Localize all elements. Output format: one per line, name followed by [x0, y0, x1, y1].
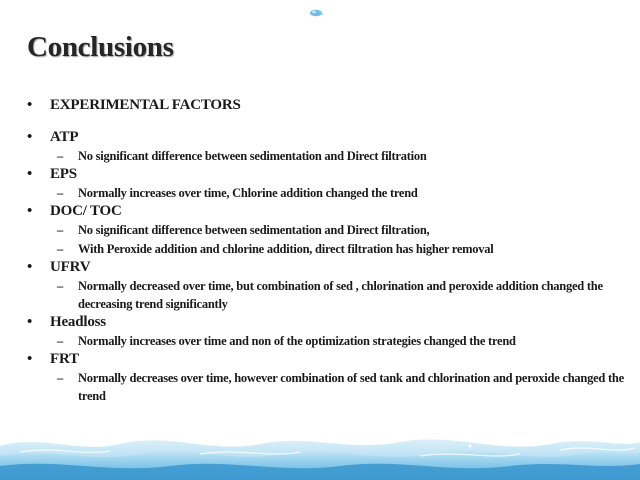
- bullet-marker: •: [27, 97, 33, 113]
- bullet-heading: DOC/ TOC: [50, 203, 122, 219]
- bullet-eps: [27, 165, 635, 183]
- slide-title: Conclusions: [27, 31, 174, 63]
- sub-item-text: With Peroxide addition and chlorine addition, direct filtration has higher removal: [78, 242, 494, 256]
- dash-marker: –: [57, 242, 63, 256]
- bullet-marker: •: [27, 129, 33, 145]
- bullet-heading: FRT: [50, 351, 79, 367]
- sub-item: [27, 147, 635, 165]
- bullet-list: [27, 96, 635, 405]
- dash-marker: –: [57, 371, 63, 385]
- sub-item-text: No significant difference between sedimentation and Direct filtration: [78, 149, 427, 163]
- sub-item: [27, 369, 635, 405]
- bullet-ufrv: [27, 258, 635, 276]
- bullet-marker: •: [27, 314, 33, 330]
- sub-item: [27, 240, 635, 258]
- sub-item-text: No significant difference between sedimentation and Direct filtration,: [78, 223, 430, 237]
- bullet-headloss: [27, 313, 635, 331]
- bullet-heading: UFRV: [50, 259, 91, 275]
- sub-item-text: Normally increases over time, Chlorine addition changed the trend: [78, 186, 418, 200]
- dash-marker: –: [57, 186, 63, 200]
- bullet-atp: [27, 128, 635, 146]
- water-wave-decoration: [0, 424, 640, 480]
- dash-marker: –: [57, 334, 63, 348]
- bullet-marker: •: [27, 166, 33, 182]
- bullet-marker: •: [27, 203, 33, 219]
- sub-item: [27, 277, 635, 313]
- bullet-marker: •: [27, 351, 33, 367]
- bullet-heading: Headloss: [50, 314, 106, 330]
- bullet-frt: [27, 350, 635, 368]
- bullet-doc-toc: [27, 202, 635, 220]
- sub-item-text: Normally decreases over time, however combination of sed tank and chlorination and peroxide changed the trend: [78, 371, 624, 403]
- sub-item-text: Normally decreased over time, but combination of sed , chlorination and peroxide addition changed the decreasing trend significantly: [78, 279, 603, 311]
- dash-marker: –: [57, 149, 63, 163]
- sub-item: [27, 184, 635, 202]
- bullet-heading: ATP: [50, 129, 79, 145]
- bullet-experimental-factors: [27, 96, 635, 114]
- dash-marker: –: [57, 223, 63, 237]
- bullet-marker: •: [27, 259, 33, 275]
- bullet-heading: EPS: [50, 166, 77, 182]
- sub-item-text: Normally increases over time and non of the optimization strategies changed the trend: [78, 334, 516, 348]
- dash-marker: –: [57, 279, 63, 293]
- sub-item: [27, 332, 635, 350]
- water-droplet-icon: [308, 8, 324, 18]
- bullet-heading: EXPERIMENTAL FACTORS: [50, 97, 241, 113]
- sub-item: [27, 221, 635, 239]
